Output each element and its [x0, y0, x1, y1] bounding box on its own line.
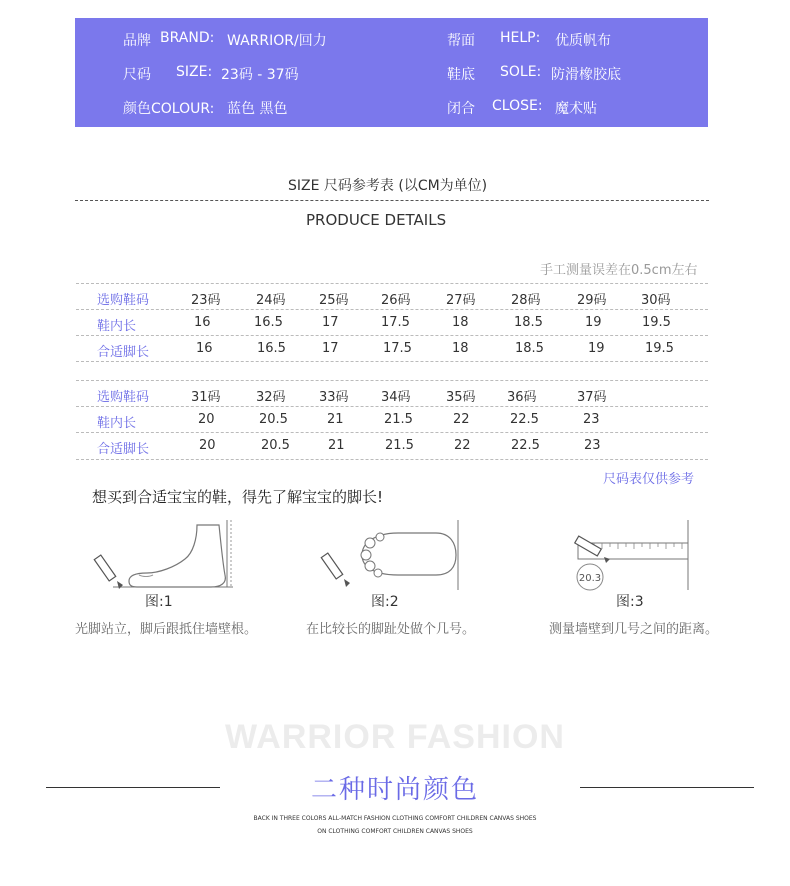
table-cell: 19	[585, 315, 602, 330]
table-rule	[76, 459, 708, 460]
table-cell: 23	[584, 438, 601, 453]
size-value: 23码 - 37码	[221, 67, 299, 83]
table-cell: 17.5	[383, 341, 412, 356]
table-rule	[76, 380, 708, 381]
figure-1-label: 图:1	[145, 594, 173, 610]
table-cell: 22	[454, 438, 471, 453]
figure-2-label: 图:2	[371, 594, 399, 610]
table-cell: 20	[199, 438, 216, 453]
spec-row-brand	[75, 30, 708, 50]
table-cell: 19.5	[645, 341, 674, 356]
table-rule	[76, 361, 708, 362]
table-cell: 20.5	[261, 438, 290, 453]
table-cell: 20	[198, 412, 215, 427]
color-value: 蓝色 黑色	[227, 101, 288, 117]
table-cell: 19	[588, 341, 605, 356]
spec-row-color	[75, 98, 708, 118]
row-label-foot-length: 合适脚长	[97, 345, 150, 360]
table-cell: 34码	[381, 390, 411, 405]
table-cell: 22	[453, 412, 470, 427]
table-rule	[76, 335, 708, 336]
table-cell: 21	[327, 412, 344, 427]
table-cell: 24码	[256, 293, 286, 308]
brand-label: 品牌	[123, 33, 151, 49]
table-rule	[76, 432, 708, 433]
table-cell: 18	[452, 341, 469, 356]
figure-3-caption: 测量墙壁到几号之间的距离。	[549, 622, 719, 637]
figure-2-caption: 在比较长的脚趾处做个几号。	[306, 622, 476, 637]
table-cell: 21.5	[385, 438, 414, 453]
table-cell: 23	[583, 412, 600, 427]
table-cell: 16	[196, 341, 213, 356]
upper-en-label: HELP:	[500, 30, 541, 46]
table-cell: 22.5	[510, 412, 539, 427]
table-cell: 29码	[577, 293, 607, 308]
spec-panel	[75, 18, 708, 127]
size-label: 尺码	[123, 67, 151, 83]
produce-details-title: PRODUCE DETAILS	[306, 211, 447, 229]
ruler-reading: 20.3	[578, 573, 602, 584]
size-chart-title: SIZE 尺码参考表 (以CM为单位)	[288, 178, 488, 194]
table-rule	[76, 283, 708, 284]
table-cell: 31码	[191, 390, 221, 405]
table-cell: 19.5	[642, 315, 671, 330]
table-cell: 25码	[319, 293, 349, 308]
reference-note: 尺码表仅供参考	[603, 472, 695, 487]
table-cell: 16.5	[257, 341, 286, 356]
table-cell: 32码	[256, 390, 286, 405]
sole-value: 防滑橡胶底	[551, 67, 621, 83]
upper-value: 优质帆布	[555, 33, 611, 49]
table-cell: 16	[194, 315, 211, 330]
measure-error-note: 手工测量误差在0.5cm左右	[540, 263, 698, 278]
row-label-size: 选购鞋码	[97, 293, 150, 308]
tagline-1: BACK IN THREE COLORS ALL-MATCH FASHION CLOTHING COMFORT CHILDREN CANVAS SHOES	[253, 815, 537, 822]
pencil-icon	[94, 555, 123, 589]
measure-heading: 想买到合适宝宝的鞋，得先了解宝宝的脚长!	[92, 488, 384, 506]
divider	[75, 200, 709, 201]
table-cell: 18	[452, 315, 469, 330]
table-cell: 30码	[641, 293, 671, 308]
sole-en-label: SOLE:	[500, 64, 542, 80]
close-value: 魔术贴	[555, 101, 597, 117]
table-cell: 21	[328, 438, 345, 453]
table-cell: 28码	[511, 293, 541, 308]
row-label-inner-length: 鞋内长	[97, 319, 137, 334]
table-cell: 17	[322, 341, 339, 356]
table-cell: 16.5	[254, 315, 283, 330]
brand-value: WARRIOR/回力	[227, 33, 327, 49]
spec-row-size	[75, 64, 708, 84]
table-cell: 37码	[577, 390, 607, 405]
row-label-size: 选购鞋码	[97, 390, 150, 405]
upper-label: 帮面	[447, 33, 475, 49]
table-cell: 17	[322, 315, 339, 330]
table-cell: 23码	[191, 293, 221, 308]
table-cell: 20.5	[259, 412, 288, 427]
size-en-label: SIZE:	[176, 64, 213, 80]
sole-label: 鞋底	[447, 67, 475, 83]
table-cell: 27码	[446, 293, 476, 308]
table-cell: 35码	[446, 390, 476, 405]
color-label: 颜色COLOUR:	[123, 101, 215, 117]
table-cell: 22.5	[511, 438, 540, 453]
close-en-label: CLOSE:	[492, 98, 543, 114]
brand-en-label: BRAND:	[160, 30, 215, 46]
table-rule	[76, 309, 708, 310]
table-cell: 18.5	[515, 341, 544, 356]
row-label-inner-length: 鞋内长	[97, 416, 137, 431]
table-cell: 18.5	[514, 315, 543, 330]
pencil-icon	[321, 553, 350, 587]
table-cell: 26码	[381, 293, 411, 308]
row-label-foot-length: 合适脚长	[97, 442, 150, 457]
table-cell: 21.5	[384, 412, 413, 427]
tagline-2: ON CLOTHING COMFORT CHILDREN CANVAS SHOES	[317, 828, 473, 835]
table-cell: 33码	[319, 390, 349, 405]
table-rule	[76, 406, 708, 407]
brand-watermark: WARRIOR FASHION	[225, 718, 565, 756]
close-label: 闭合	[447, 101, 475, 117]
table-cell: 36码	[507, 390, 537, 405]
colors-title: 二种时尚颜色	[310, 775, 479, 805]
figure-1-caption: 光脚站立，脚后跟抵住墙壁根。	[75, 622, 258, 637]
table-cell: 17.5	[381, 315, 410, 330]
figure-3-label: 图:3	[616, 594, 644, 610]
